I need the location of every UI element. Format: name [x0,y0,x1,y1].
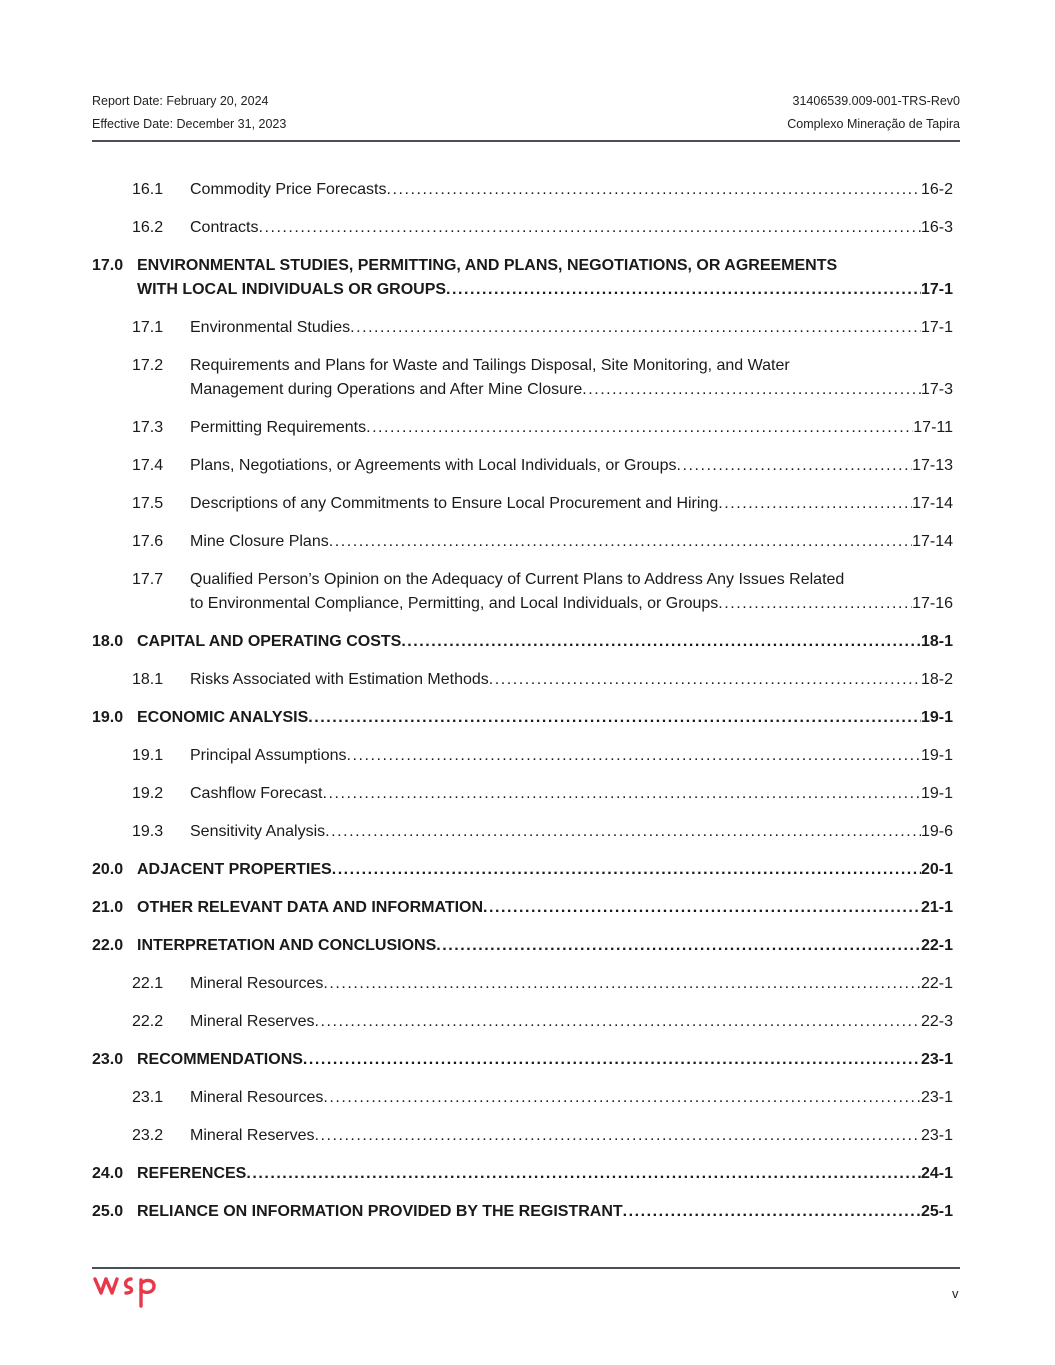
dot-leader [436,934,921,958]
toc-entry-number: 20.0 [92,861,124,878]
header-report-date: Report Date: February 20, 2024 [92,94,269,108]
toc-entry-number: 19.0 [92,709,124,726]
toc-entry-number: 22.2 [132,1013,164,1030]
toc-entry-title: RECOMMENDATIONS [137,1051,303,1068]
toc-entry-number: 17.0 [92,257,124,274]
wsp-logo-icon [92,1276,158,1310]
toc-entry[interactable] [92,216,953,240]
toc-entry[interactable] [92,1010,953,1034]
dot-leader [303,1048,921,1072]
toc-entry-title-line: ENVIRONMENTAL STUDIES, PERMITTING, AND PLANS, NEGOTIATIONS, OR AGREEMENTS [137,257,838,274]
header-divider [92,140,960,142]
header-project: Complexo Mineração de Tapira [787,117,960,131]
toc-entry-title-line: Qualified Person’s Opinion on the Adequacy of Current Plans to Address Any Issues Related [190,571,845,588]
dot-leader [323,972,921,996]
dot-leader [323,1086,921,1110]
toc-entry-number: 24.0 [92,1165,124,1182]
toc-entry-number: 17.5 [132,495,164,512]
toc-entry-title: Mineral Resources [190,1089,324,1106]
dot-leader [329,530,912,554]
dot-leader [401,630,921,654]
toc-entry-page: 17-11 [913,419,953,436]
toc-entry-page: 19-1 [920,709,953,726]
toc-entry-number: 17.6 [132,533,164,550]
toc-entry-page: 16-2 [920,181,953,198]
dot-leader [366,416,913,440]
toc-entry[interactable] [92,530,953,554]
dot-leader [323,782,921,806]
toc-entry-title: Mineral Reserves [190,1013,315,1030]
dot-leader [325,820,921,844]
toc-entry-page: 22-1 [920,937,953,954]
toc-entry-title: CAPITAL AND OPERATING COSTS [137,633,402,650]
toc-entry-number: 23.2 [132,1127,164,1144]
toc-entry-page: 23-1 [920,1127,953,1144]
dot-leader [314,1124,920,1148]
toc-entry-number: 19.1 [132,747,164,764]
toc-entry[interactable] [92,254,953,302]
dot-leader [350,316,921,340]
header-doc-id: 31406539.009-001-TRS-Rev0 [792,94,960,108]
toc-entry[interactable] [92,568,953,616]
toc-entry[interactable] [92,706,953,730]
toc-entry-title: to Environmental Compliance, Permitting, and Local Individuals, or Groups [190,595,719,612]
toc-entry[interactable] [92,316,953,340]
toc-entry-title: OTHER RELEVANT DATA AND INFORMATION [137,899,484,916]
toc-entry-page: 24-1 [920,1165,953,1182]
toc-entry-title: Mineral Resources [190,975,324,992]
toc-entry[interactable] [92,744,953,768]
toc-entry-page: 17-1 [920,281,953,298]
toc-entry-number: 23.0 [92,1051,124,1068]
toc-entry[interactable] [92,1124,953,1148]
toc-entry-title: Contracts [190,219,259,236]
toc-entry-title: Plans, Negotiations, or Agreements with Local Individuals, or Groups [190,457,677,474]
dot-leader [308,706,921,730]
dot-leader [258,216,921,240]
dot-leader [332,858,921,882]
toc-entry-page: 18-2 [920,671,953,688]
toc-entry-title: Permitting Requirements [190,419,367,436]
page-number: v [952,1286,959,1301]
toc-entry-title: Risks Associated with Estimation Methods [190,671,489,688]
dot-leader [718,492,912,516]
toc-entry-page: 17-3 [920,381,953,398]
toc-entry[interactable] [92,858,953,882]
toc-entry-number: 17.4 [132,457,164,474]
toc-entry-title: Cashflow Forecast [190,785,323,802]
dot-leader [446,278,921,302]
toc-entry-page: 21-1 [920,899,953,916]
toc-entry[interactable] [92,178,953,202]
toc-entry-page: 25-1 [920,1203,953,1220]
toc-entry-page: 17-14 [912,495,953,512]
toc-entry-title: Commodity Price Forecasts [190,181,387,198]
dot-leader [582,378,921,402]
toc-entry[interactable] [92,972,953,996]
toc-entry-page: 17-13 [912,457,953,474]
toc-entry-title: ECONOMIC ANALYSIS [137,709,309,726]
dot-leader [246,1162,921,1186]
dot-leader [676,454,912,478]
toc-entry[interactable] [92,1086,953,1110]
toc-entry-page: 17-1 [920,319,953,336]
toc-entry-number: 19.3 [132,823,164,840]
dot-leader [347,744,921,768]
toc-entry-page: 19-6 [920,823,953,840]
toc-entry-title: Descriptions of any Commitments to Ensure Local Procurement and Hiring [190,495,719,512]
dot-leader [387,178,921,202]
toc-entry-page: 17-16 [912,595,953,612]
toc-entry-title: ADJACENT PROPERTIES [137,861,332,878]
toc-entry[interactable] [92,416,953,440]
toc-entry-number: 17.3 [132,419,164,436]
toc-entry-title: Mineral Reserves [190,1127,315,1144]
toc-entry-number: 16.1 [132,181,164,198]
dot-leader [483,896,921,920]
dot-leader [718,592,912,616]
toc-entry[interactable] [92,934,953,958]
toc-entry-page: 20-1 [920,861,953,878]
dot-leader [623,1200,921,1224]
toc-entry[interactable] [92,354,953,402]
toc-entry-number: 22.0 [92,937,124,954]
toc-entry[interactable] [92,454,953,478]
toc-entry-page: 16-3 [920,219,953,236]
toc-entry-title: Management during Operations and After Mine Closure [190,381,583,398]
dot-leader [489,668,921,692]
toc-entry[interactable] [92,1162,953,1186]
toc-entry-title: REFERENCES [137,1165,247,1182]
toc-entry-page: 18-1 [920,633,953,650]
toc-entry-number: 18.1 [132,671,164,688]
toc-entry-title: RELIANCE ON INFORMATION PROVIDED BY THE REGISTRANT [137,1203,623,1220]
toc-entry-number: 25.0 [92,1203,124,1220]
toc-entry[interactable] [92,896,953,920]
toc-entry-title: WITH LOCAL INDIVIDUALS OR GROUPS [137,281,447,298]
toc-entry-title: Principal Assumptions [190,747,347,764]
toc-entry-number: 18.0 [92,633,124,650]
toc-entry[interactable] [92,630,953,654]
toc-entry-number: 17.2 [132,357,164,374]
toc-entry-number: 21.0 [92,899,124,916]
dot-leader [314,1010,920,1034]
toc-entry-title: INTERPRETATION AND CONCLUSIONS [137,937,437,954]
wsp-logo [92,1276,158,1315]
toc-entry-title: Mine Closure Plans [190,533,329,550]
toc-entry-page: 17-14 [912,533,953,550]
toc-entry-title: Environmental Studies [190,319,351,336]
toc-entry-number: 23.1 [132,1089,164,1106]
footer-divider [92,1267,960,1269]
toc-entry[interactable] [92,492,953,516]
toc-entry[interactable] [92,1200,953,1224]
toc-entry-number: 16.2 [132,219,164,236]
toc-entry-page: 22-3 [920,1013,953,1030]
toc-entry-page: 19-1 [920,785,953,802]
toc-entry-number: 22.1 [132,975,164,992]
toc-entry-number: 19.2 [132,785,164,802]
toc-entry-page: 23-1 [920,1051,953,1068]
toc-entry-number: 17.1 [132,319,164,336]
toc-entry-title: Sensitivity Analysis [190,823,326,840]
toc-entry-page: 23-1 [920,1089,953,1106]
toc-entry[interactable] [92,820,953,844]
toc-entry[interactable] [92,1048,953,1072]
toc-entry-number: 17.7 [132,571,164,588]
toc-entry[interactable] [92,782,953,806]
toc-entry-title-line: Requirements and Plans for Waste and Tailings Disposal, Site Monitoring, and Water [190,357,790,374]
toc-entry-page: 19-1 [920,747,953,764]
toc-entry[interactable] [92,668,953,692]
toc-entry-page: 22-1 [920,975,953,992]
header-effective-date: Effective Date: December 31, 2023 [92,117,287,131]
